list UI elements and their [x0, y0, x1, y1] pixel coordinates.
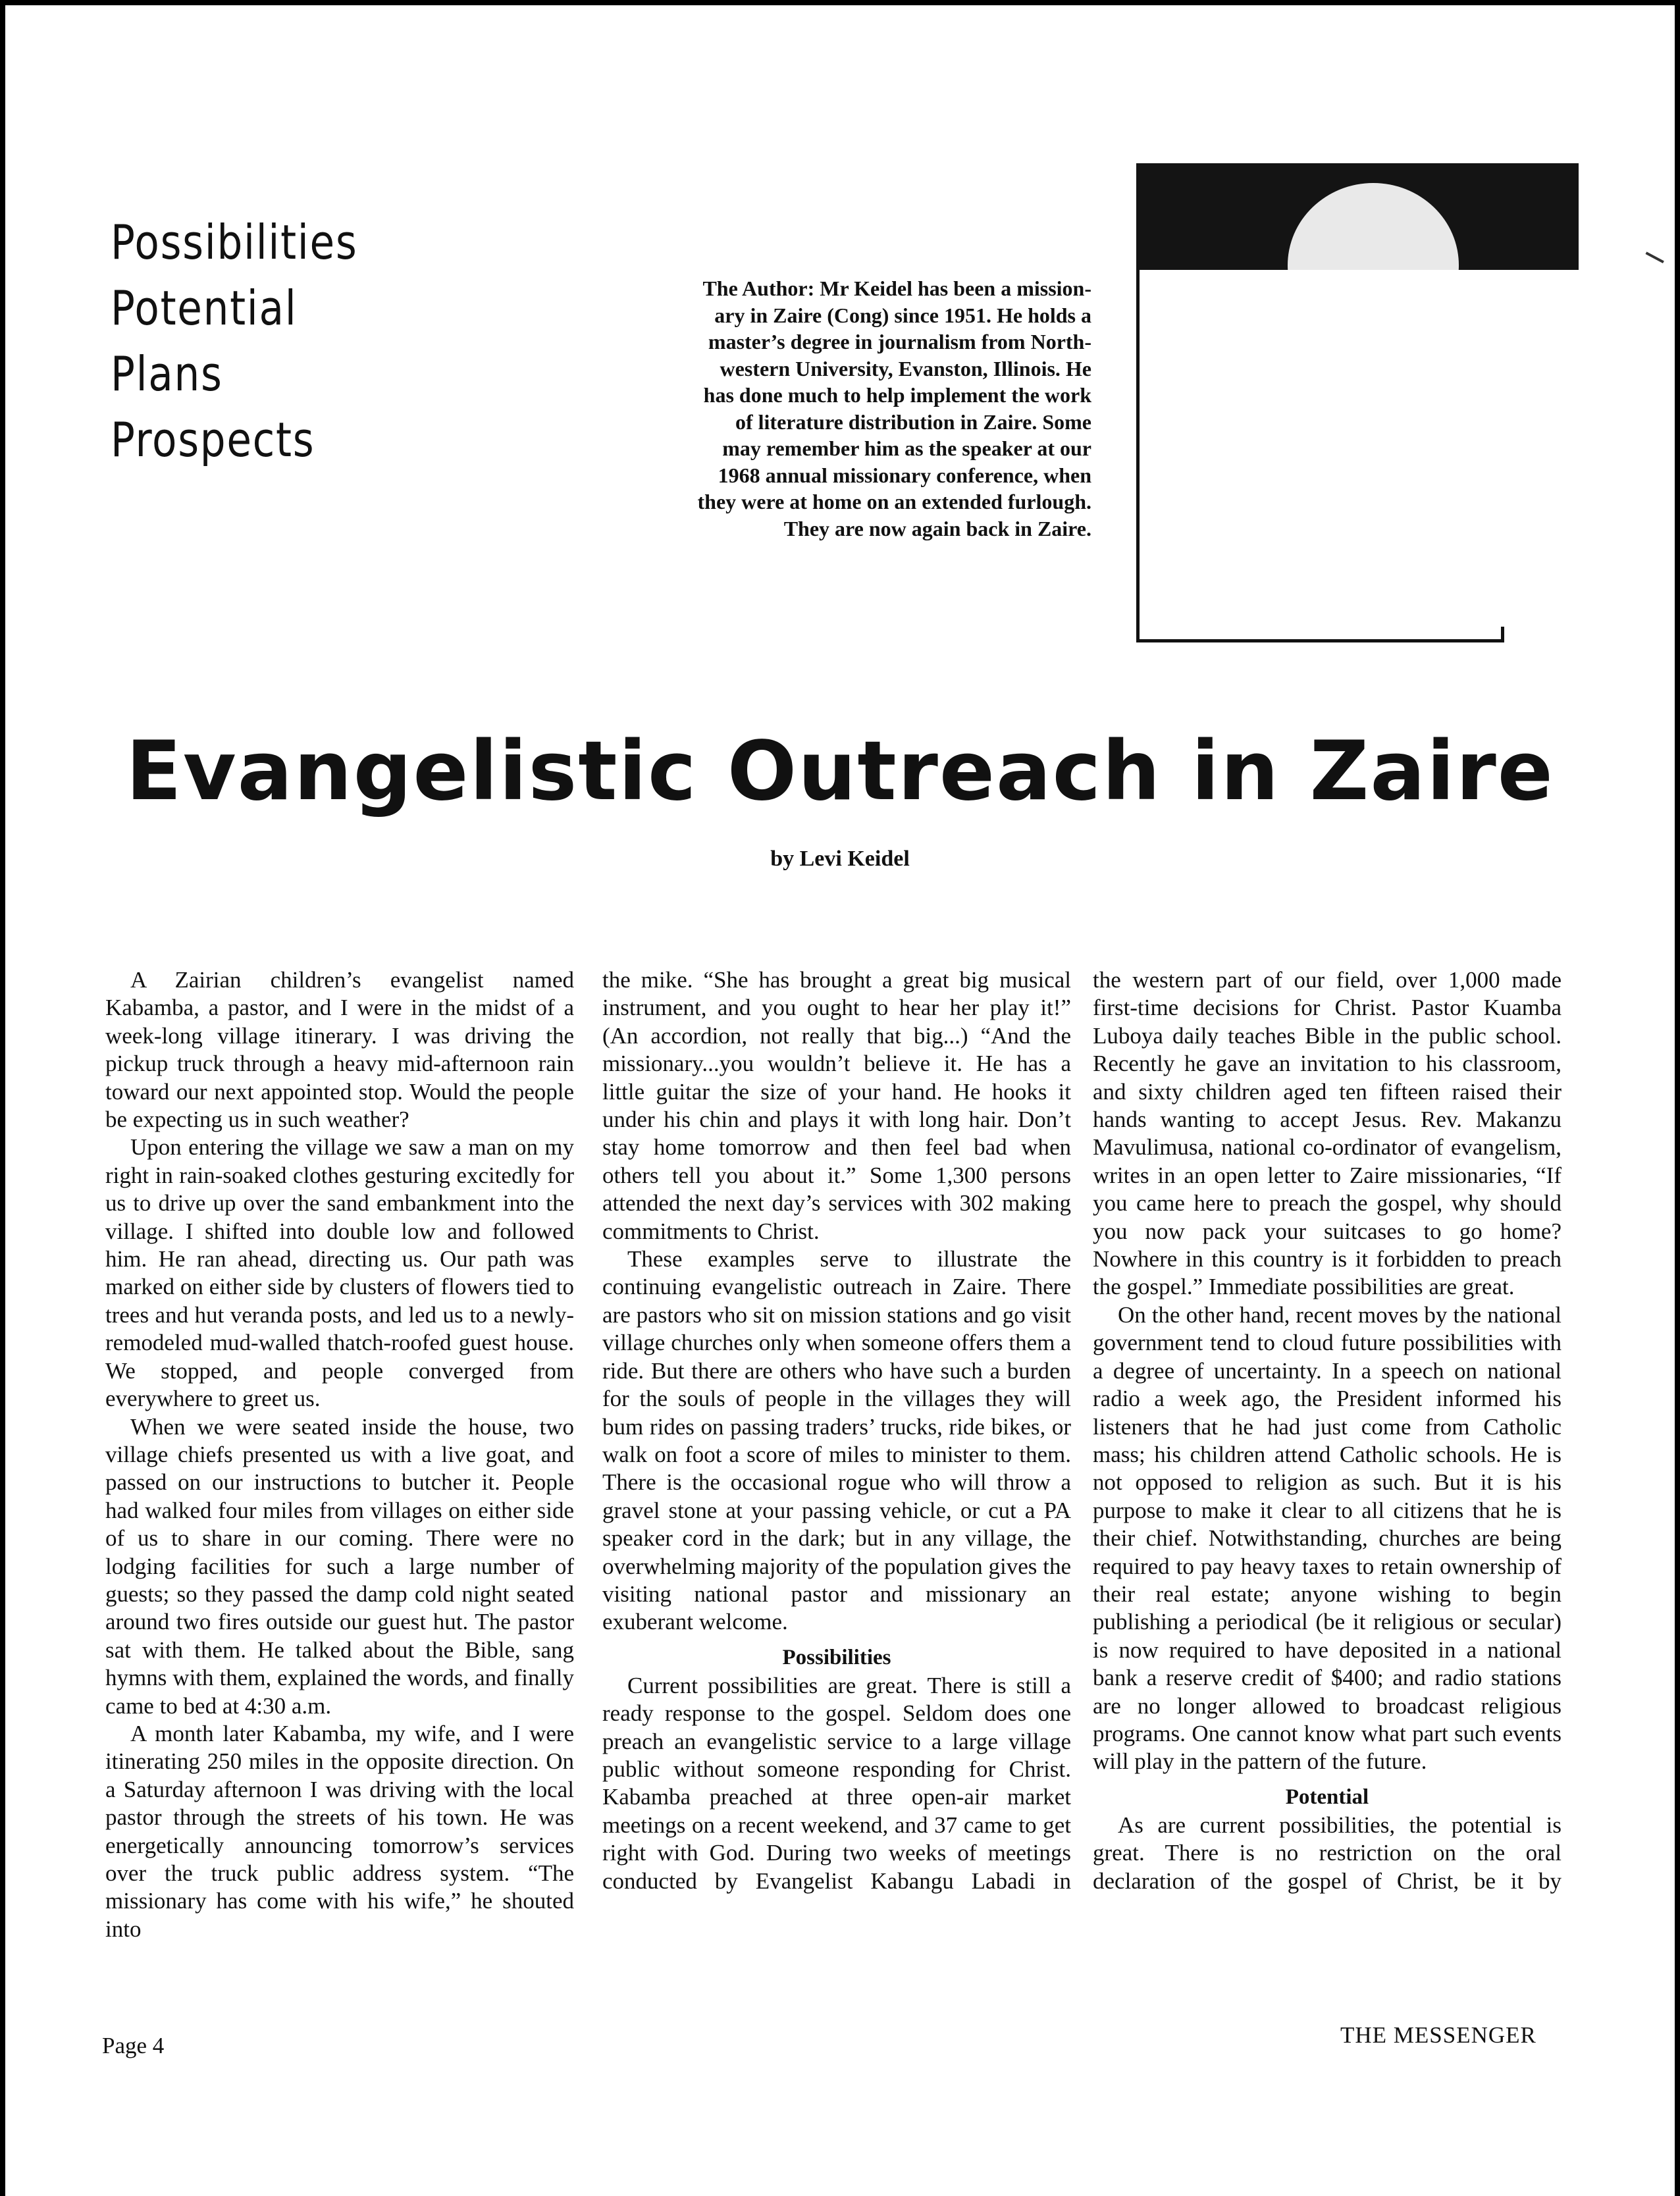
photo-frame-tick — [1501, 627, 1504, 642]
article-paragraph: Upon entering the village we saw a man on my right in rain-soaked clothes gesturing excitedly for us to drive up over the sand embankment into the village. I shifted into double low and followed him. He ran ahead, directing us. Our path was marked on either side by clusters of flowers tied to trees and hut veranda posts, and led us to a newly-remodeled mud-walled thatch-roofed guest house. We stopped, and people converged from everywhere to greet us. — [105, 1134, 574, 1412]
article-paragraph: Current possibilities are great. There is still a ready response to the gospel. Seldom does one preach an evangelistic service to a large village public without someone responding for Christ. Kabamba preached at three open-air market meetings on a recent weekend, and 37 came to get right with God. During two weeks of meetings conducted by Evangelist Kabangu Labadi in — [602, 1672, 1071, 1894]
section-heading-potential: Potential — [1285, 1785, 1369, 1809]
article-column-1 — [105, 966, 574, 1943]
author-note-line: western University, Evanston, Illinois. He — [720, 356, 1091, 380]
scan-border-top — [0, 0, 1680, 5]
article-paragraph: A month later Kabamba, my wife, and I were itinerating 250 miles in the opposite direction. On a Saturday afternoon I was driving with the local pastor through the streets of his town. He was energetically announcing tomorrow’s services over the truck public address system. “The missionary has come with his wife,” he shouted into — [105, 1720, 574, 1942]
scan-mark — [1639, 251, 1664, 274]
publication-name: THE MESSENGER — [1340, 2022, 1536, 2048]
side-word: Plans — [111, 346, 223, 402]
side-word: Prospects — [111, 412, 315, 467]
scan-border-left — [0, 0, 5, 2196]
author-note — [612, 275, 1091, 542]
author-photo — [1136, 163, 1579, 270]
side-word: Possibilities — [111, 215, 358, 270]
author-note-line: has done much to help implement the work — [703, 383, 1091, 407]
article-paragraph: A Zairian children’s evangelist named Kabamba, a pastor, and I were in the midst of a week-long village itinerary. I was driving the pickup truck through a heavy mid-afternoon rain toward our next appointed stop. Would the people be expecting us in such weather? — [105, 967, 574, 1133]
article-paragraph: These examples serve to illustrate the continuing evangelistic outreach in Zaire. There are pastors who sit on mission stations and go visit village churches only when someone offers them a ride. But there are others who have such a burden for the souls of people in the villages they will bum rides on passing traders’ trucks, ride bikes, or walk on foot a score of miles to minister to them. There is the occasional rogue who will throw a gravel stone at your passing vehicle, or cut a PA speaker cord in the dark; but in any village, the overwhelming majority of the population gives the visiting national pastor and missionary an exuberant welcome. — [602, 1246, 1071, 1635]
side-word: Potential — [111, 280, 298, 336]
page-number: Page 4 — [102, 2033, 165, 2058]
article-column-2 — [602, 966, 1071, 1895]
article-paragraph: When we were seated inside the house, two village chiefs presented us with a live goat, and passed on our instructions to butcher it. People had walked four miles from villages on either side of us to share in our coming. There were no lodging facilities for such a large number of guests; so they passed the damp cold night seated around two fires outside our guest hut. The pastor sat with them. He talked about the Bible, sang hymns with them, explained the words, and finally came to bed at 4:30 a.m. — [105, 1413, 574, 1719]
author-note-line: master’s degree in journalism from North- — [708, 330, 1091, 353]
article-paragraph: On the other hand, recent moves by the national government tend to cloud future possibilities with a degree of uncertainty. In a speech on national radio a week ago, the President informed his listeners that he had just come from Catholic mass; his children attend Catholic schools. He is not opposed to religion as such. But it is his purpose to make it clear to all citizens that he is their chief. Notwithstanding, churches are being required to pay heavy taxes to retain ownership of their real estate; anyone wishing to begin publishing a periodical (be it religious or secular) is now required to have deposited in a national bank a reserve credit of $400; and radio stations are no longer allowed to broadcast religious programs. One cannot know what part such events will play in the pattern of the future. — [1093, 1301, 1562, 1775]
author-note-line: The Author: Mr Keidel has been a mission- — [702, 276, 1091, 300]
scan-border-right — [1675, 0, 1680, 2196]
article-paragraph: As are current possibilities, the potential is great. There is no restriction on the oral declaration of the gospel of Christ, be it by — [1093, 1812, 1562, 1894]
article-byline: by Levi Keidel — [770, 847, 910, 871]
author-note-line: They are now again back in Zaire. — [783, 516, 1091, 540]
author-note-line: they were at home on an extended furlough. — [697, 490, 1091, 513]
author-note-line: ary in Zaire (Cong) since 1951. He holds a — [714, 303, 1091, 327]
author-note-line: may remember him as the speaker at our — [722, 436, 1091, 460]
article-column-3 — [1093, 966, 1562, 1895]
author-photo-blank — [1165, 270, 1502, 639]
article-paragraph: the western part of our field, over 1,000 made first-time decisions for Christ. Pastor Kuamba Luboya daily teaches Bible in the public school. Recently he gave an invitation to his classroom, and sixty children aged ten fifteen raised their hands wanting to accept Jesus. Rev. Makanzu Mavulimusa, national co-ordinator of evangelism, writes in an open letter to Zaire missionaries, “If you came here to preach the gospel, why should you now pack your suitcases to go home? Nowhere in this country is it forbidden to preach the gospel.” Immediate possibilities are great. — [1093, 967, 1562, 1300]
author-note-line: 1968 annual missionary conference, when — [718, 463, 1091, 487]
section-heading-possibilities: Possibilities — [782, 1645, 891, 1669]
article-headline: Evangelistic Outreach in Zaire — [126, 724, 1554, 819]
article-paragraph: the mike. “She has brought a great big musical instrument, and you ought to hear her play it!” (An accordion, not really that big...) “And the missionary...you wouldn’t believe it. He has a little guitar the size of your hand. He hooks it under his chin and plays it with long hair. Don’t stay home tomorrow and then feel bad when others tell you about it.” Some 1,300 persons attended the next day’s services with 302 making commitments to Christ. — [602, 967, 1071, 1244]
author-photo-head — [1288, 183, 1459, 270]
author-note-line: of literature distribution in Zaire. Some — [735, 409, 1091, 434]
side-word-list — [111, 209, 357, 473]
